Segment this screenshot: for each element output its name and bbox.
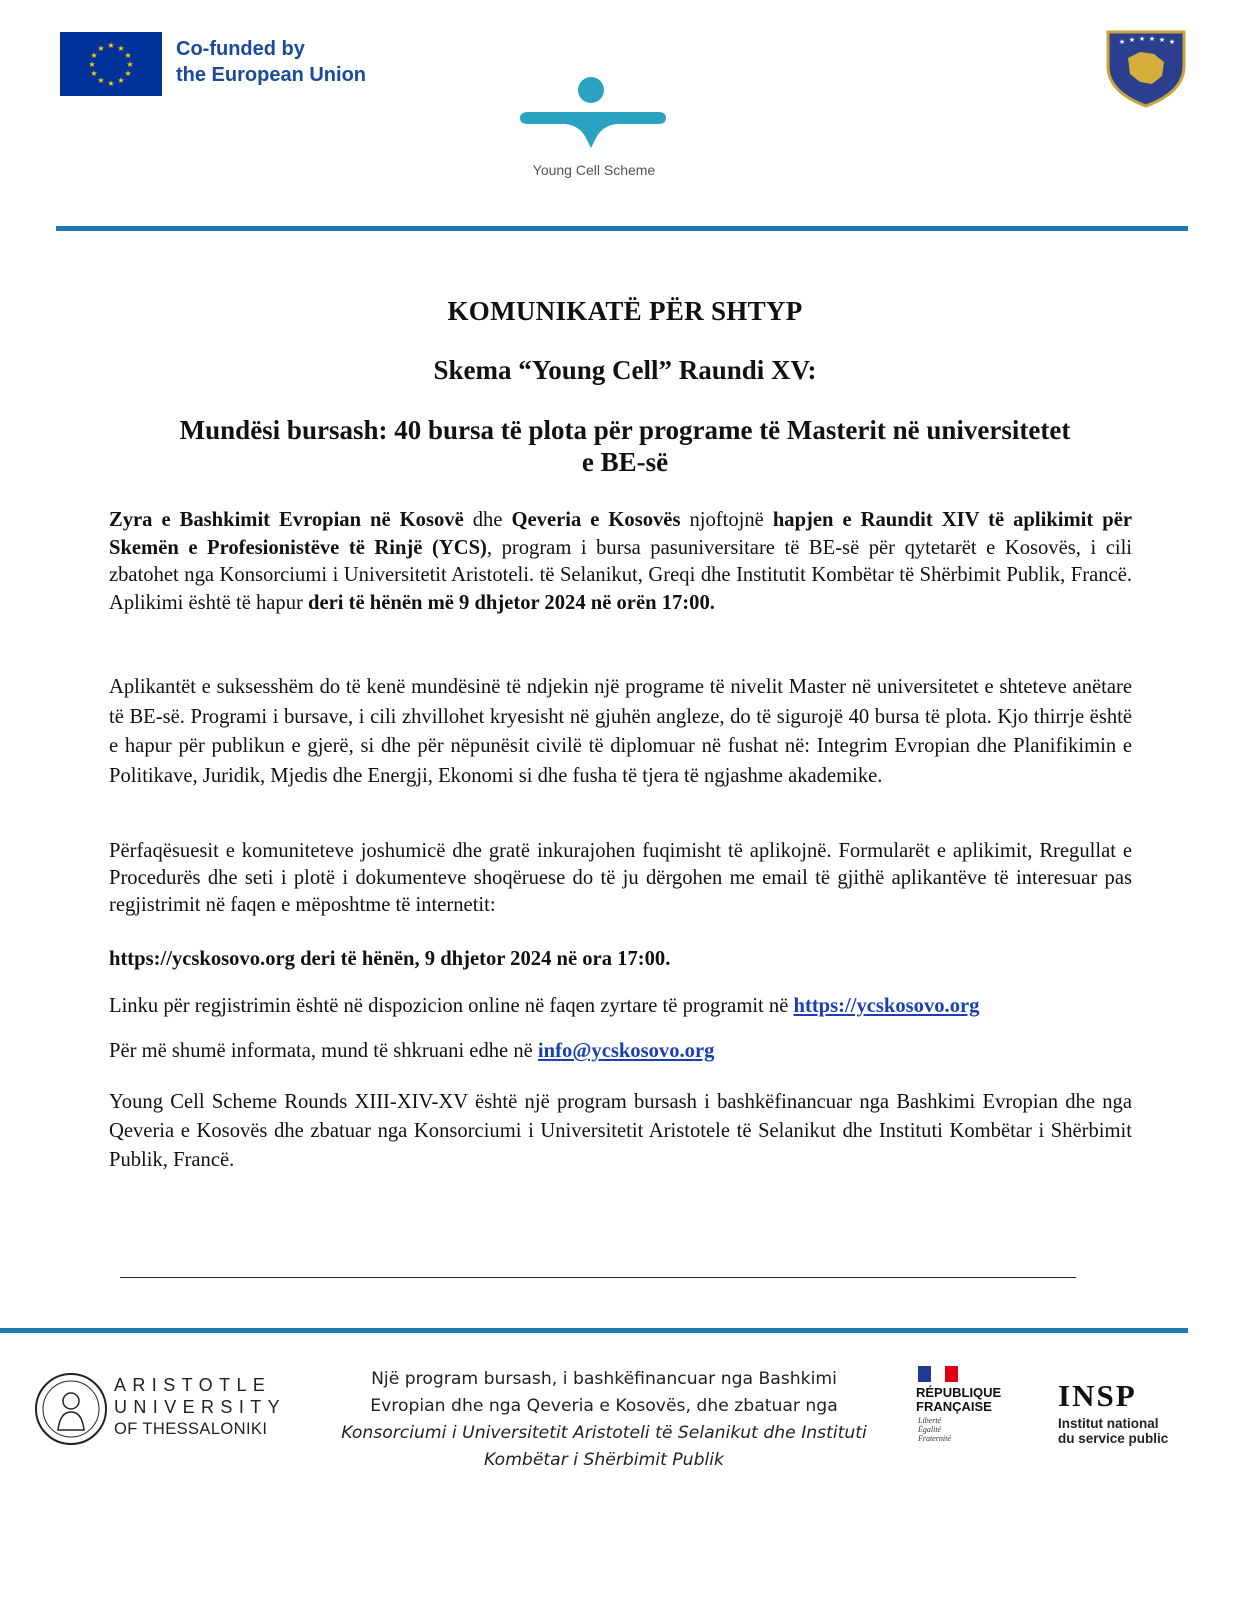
insp-sub2: du service public [1058, 1431, 1169, 1446]
subtitle-line2: e BE-së [581, 447, 669, 477]
svg-text:★: ★ [97, 44, 105, 53]
young-cell-label: Young Cell Scheme [532, 162, 656, 178]
p1-text-1: dhe [463, 509, 512, 531]
young-cell-logo-icon [518, 76, 668, 156]
svg-text:★: ★ [126, 60, 134, 69]
footer-divider [0, 1328, 1188, 1333]
paragraph-program-info: Young Cell Scheme Rounds XIII-XIV-XV është një program bursash i bashkëfinancuar nga Bashkimi Evropian dhe nga Qeveria e Kosovës dhe zbatuar nga Konsorciumi i Universitetit Aristotele të Selanikut dhe Instituti Kombëtar i Shërbimit Publik, Francë. [109, 1091, 1132, 1171]
paragraph-program: Aplikantët e suksesshëm do të kenë mundësinë të ndjekin një programe të nivelit Master në universitetet e shteteve anëtare të BE-së. Programi i bursave, i cili zhvillohet kryesisht në gjuhën angleze, do të sigurojë 40 bursa të plota. Kjo thirrje është e hapur për publikun e gjerë, si dhe për nëpunësit civilë të diplomuar në fushat në: Integrim Evropian dhe Planifikimin e Politikave, Juridik, Mjedis dhe Energji, Ekonomi si dhe fusha të tjera të ngjashme akademike. [109, 676, 1132, 787]
svg-text:★: ★ [97, 76, 105, 85]
subtitle [110, 414, 1140, 478]
svg-text:★: ★ [1168, 38, 1176, 46]
svg-text:★: ★ [117, 76, 125, 85]
rf-line2: FRANÇAISE [916, 1399, 992, 1414]
p1-bold-government: Qeveria e Kosovës [511, 509, 681, 531]
footer-note-line3-italic: Konsorciumi i Universitetit Aristoteli të Selanikut dhe Instituti [341, 1423, 867, 1443]
footer-note-line4 [318, 1447, 890, 1474]
eu-funding-line2: the European Union [176, 64, 366, 86]
p1-bold-deadline: deri të hënën më 9 dhjetor 2024 në orën 17:00. [308, 591, 715, 614]
svg-text:★: ★ [107, 79, 115, 88]
eu-funding-line1: Co-funded by [176, 38, 305, 60]
aristotle-university-seal-icon [34, 1372, 108, 1446]
svg-text:★: ★ [88, 60, 96, 69]
eu-funding-text [176, 36, 366, 88]
paragraph-encouragement: Përfaqësuesit e komuniteteve joshumicë dhe gratë inkurajohen fuqimisht të aplikojnë. Formularët e aplikimit, Rregullat e Procedurës dhe seti i plotë i dokumenteve shoqëruese do të ju dërgohen me email të gjithë aplikantëve të interesuar pas regjistrimit në faqen e mëposhtme të internetit: [109, 840, 1132, 916]
eu-flag-logo [60, 32, 162, 96]
paragraph-deadline-url: https://ycskosovo.org deri të hënën, 9 dhjetor 2024 në ora 17:00. [109, 948, 671, 970]
subtitle-line1: Mundësi bursash: 40 bursa të plota për programe të Masterit në universitetet [179, 415, 1071, 445]
p1-bold-office: Zyra e Bashkimit Evropian në Kosovë [109, 509, 464, 531]
svg-text:★: ★ [124, 51, 132, 60]
svg-text:★: ★ [107, 41, 115, 50]
p5-text: Linku për regjistrimin është në dispozicion online në faqen zyrtare të programit në [109, 995, 794, 1017]
p1-text-2: njoftojnë [680, 509, 773, 531]
scheme-title: Skema “Young Cell” Raundi XV: [433, 355, 817, 385]
republique-francaise-text [916, 1386, 1001, 1414]
header-divider [56, 226, 1188, 231]
p6-text: Për më shumë informata, mund të shkruani edhe në [109, 1040, 538, 1062]
footer-note-line3 [318, 1420, 890, 1447]
svg-text:★: ★ [1118, 38, 1126, 46]
insp-logo-title: INSP [1058, 1378, 1137, 1413]
kosovo-emblem-icon [1104, 26, 1188, 108]
svg-text:★: ★ [1148, 35, 1156, 43]
svg-text:★: ★ [1158, 36, 1166, 44]
insp-sub1: Institut national [1058, 1416, 1159, 1431]
p1-bold-round: hapjen e Raundit XIV të aplikimit për Skemën e Profesionistëve të Rinjë (YCS) [109, 509, 1132, 559]
aristotle-university-name [114, 1374, 286, 1440]
svg-text:★: ★ [124, 69, 132, 78]
svg-text:★: ★ [1138, 35, 1146, 43]
rf-motto1: Liberté [918, 1416, 942, 1425]
page-title: KOMUNIKATË PËR SHTYP [447, 296, 803, 326]
auth-line2: UNIVERSITY [114, 1397, 287, 1417]
republique-francaise-motto [918, 1416, 951, 1443]
rf-motto2: Égalité [918, 1425, 942, 1434]
footer-note-line4-italic: Kombëtar i Shërbimit Publik [484, 1450, 724, 1470]
auth-line3: OF THESSALONIKI [114, 1420, 268, 1438]
rf-motto3: Fraternité [918, 1434, 951, 1443]
svg-text:★: ★ [90, 51, 98, 60]
insp-logo-subtitle [1058, 1416, 1168, 1446]
svg-text:★: ★ [90, 69, 98, 78]
paragraph-contact [109, 1038, 1132, 1066]
p1-text-3: , program i bursa pasuniversitare të BE-së për qytetarët e Kosovës, i cili zbatohet nga Konsorciumi i Universitetit Aristoteli. të Selanikut, Greqi dhe Institutit Kombëtar të Shërbimit Publik, Francë. Aplikimi është të hapur [109, 536, 1133, 614]
footer-note [318, 1366, 890, 1474]
french-republic-flag-icon [918, 1366, 958, 1382]
svg-text:★: ★ [117, 44, 125, 53]
footnote-line [120, 1277, 1076, 1278]
paragraph-registration-link [109, 993, 1149, 1021]
registration-link[interactable]: https://ycskosovo.org [793, 995, 980, 1017]
contact-email-link[interactable]: info@ycskosovo.org [537, 1040, 715, 1062]
svg-text:★: ★ [1128, 36, 1136, 44]
footer-note-line2: Evropian dhe nga Qeveria e Kosovës, dhe zbatuar nga [370, 1396, 838, 1416]
footer-note-line1: Një program bursash, i bashkëfinancuar nga Bashkimi [371, 1369, 837, 1389]
rf-line1: RÉPUBLIQUE [916, 1385, 1002, 1400]
paragraph-announcement [109, 507, 1132, 617]
auth-line1: ARISTOTLE [114, 1375, 272, 1395]
